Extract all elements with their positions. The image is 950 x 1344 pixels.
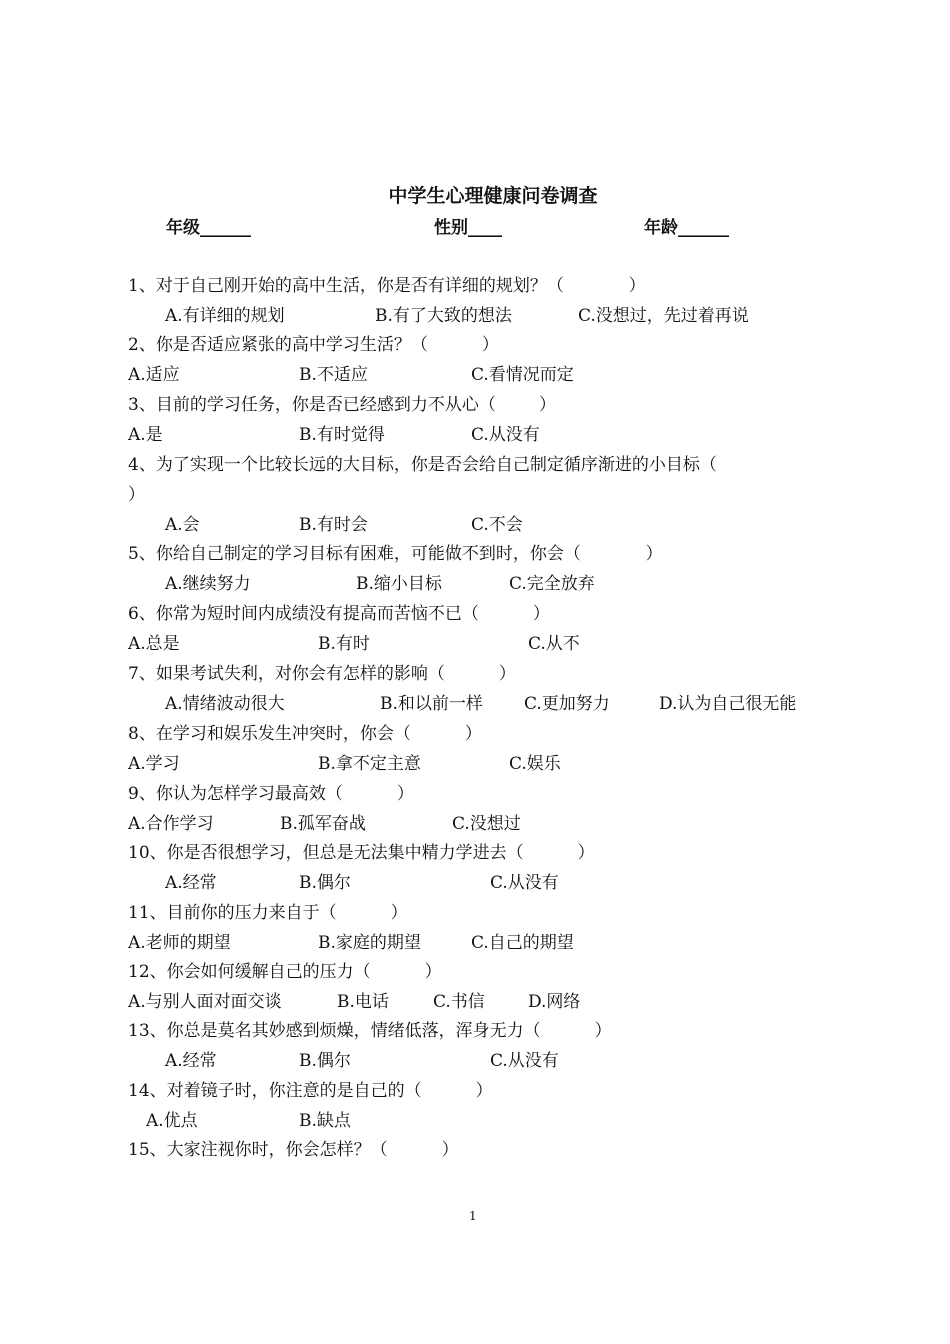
option-6-b: B.有时 [318,634,370,654]
option-5-c: C.完全放弃 [509,574,595,594]
option-11-c: C.自己的期望 [471,933,574,953]
question-1: 1、对于自己刚开始的高中生活，你是否有详细的规划？（ ） [128,276,646,296]
option-13-b: B.偶尔 [299,1051,351,1071]
question-2: 2、你是否适应紧张的高中学习生活？（ ） [128,335,499,355]
grade-field: 年级______ [166,218,251,238]
option-12-b: B.电话 [337,992,389,1012]
question-14: 14、对着镜子时，你注意的是自己的（ ） [128,1081,493,1101]
option-12-a: A.与别人面对面交谈 [128,992,282,1012]
question-10: 10、你是否很想学习，但总是无法集中精力学进去（ ） [128,843,595,863]
option-10-b: B.偶尔 [299,873,351,893]
question-12: 12、你会如何缓解自己的压力（ ） [128,962,442,982]
option-1-b: B.有了大致的想法 [375,306,512,326]
option-10-c: C.从没有 [490,873,559,893]
option-6-a: A.总是 [128,634,180,654]
option-11-a: A.老师的期望 [128,933,231,953]
option-10-a: A.经常 [165,873,217,893]
option-9-a: A.合作学习 [128,814,214,834]
option-8-a: A.学习 [128,754,180,774]
option-9-c: C.没想过 [452,814,521,834]
option-2-a: A.适应 [128,365,180,385]
question-6: 6、你常为短时间内成绩没有提高而苦恼不已（ ） [128,604,550,624]
question-3: 3、目前的学习任务，你是否已经感到力不从心（ ） [128,395,557,415]
question-9: 9、你认为怎样学习最高效（ ） [128,784,414,804]
option-13-c: C.从没有 [490,1051,559,1071]
option-8-b: B.拿不定主意 [318,754,421,774]
question-11: 11、目前你的压力来自于（ ） [128,903,408,923]
option-14-a: A.优点 [146,1111,198,1131]
question-7: 7、如果考试失利，对你会有怎样的影响（ ） [128,664,516,684]
option-7-c: C.更加努力 [524,694,610,714]
question-5: 5、你给自己制定的学习目标有困难，可能做不到时，你会（ ） [128,544,663,564]
option-2-b: B.不适应 [299,365,368,385]
question-13: 13、你总是莫名其妙感到烦燥，情绪低落，浑身无力（ ） [128,1021,612,1041]
option-14-b: B.缺点 [299,1111,351,1131]
option-7-d: D.认为自己很无能 [659,694,797,714]
option-4-a: A.会 [165,515,200,535]
option-7-b: B.和以前一样 [380,694,483,714]
option-4-b: B.有时会 [299,515,368,535]
age-field: 年龄______ [644,218,729,238]
option-7-a: A.情绪波动很大 [165,694,285,714]
option-11-b: B.家庭的期望 [318,933,421,953]
option-5-a: A.继续努力 [165,574,251,594]
question-15: 15、大家注视你时，你会怎样？（ ） [128,1140,459,1160]
survey-title: 中学生心理健康问卷调查 [388,185,598,207]
option-9-b: B.孤军奋战 [280,814,366,834]
option-13-a: A.经常 [165,1051,217,1071]
option-12-c: C.书信 [433,992,485,1012]
page-number: 1 [469,1209,477,1223]
gender-field: 性别____ [434,218,502,238]
option-3-b: B.有时觉得 [299,425,385,445]
option-6-c: C.从不 [528,634,580,654]
question-4-continued: ） [128,485,145,505]
option-8-c: C.娱乐 [509,754,561,774]
question-4: 4、为了实现一个比较长远的大目标，你是否会给自己制定循序渐进的小目标（ [128,455,717,475]
option-3-c: C.从没有 [471,425,540,445]
option-5-b: B.缩小目标 [356,574,442,594]
option-1-c: C.没想过，先过着再说 [578,306,749,326]
option-4-c: C.不会 [471,515,523,535]
question-8: 8、在学习和娱乐发生冲突时，你会（ ） [128,724,482,744]
option-1-a: A.有详细的规划 [165,306,285,326]
option-2-c: C.看情况而定 [471,365,574,385]
option-12-d: D.网络 [528,992,581,1012]
option-3-a: A.是 [128,425,163,445]
